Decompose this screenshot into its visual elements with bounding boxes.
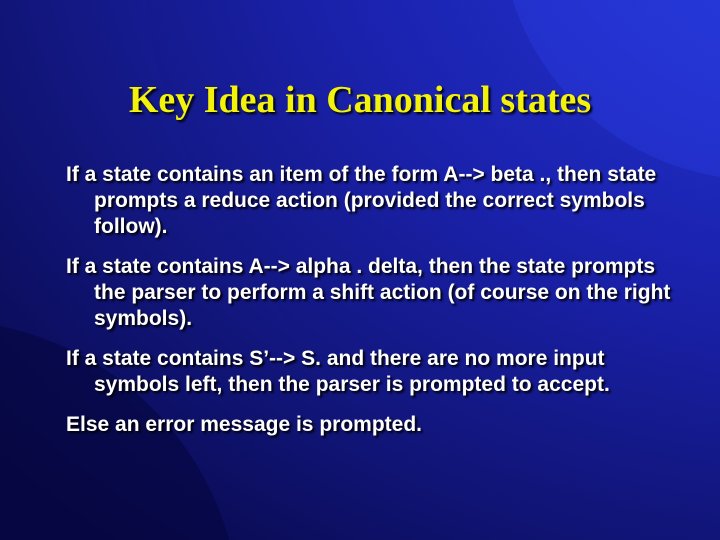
bullet-item-error: Else an error message is prompted. xyxy=(66,413,422,436)
bullet-item-accept: If a state contains S’--> S. and there are no more input symbols left, then the parser is prompted to accept. xyxy=(66,347,610,396)
bullet-item-reduce: If a state contains an item of the form A--> beta ., then state prompts a reduce action (provided the correct symbols follow). xyxy=(66,163,657,238)
bullet-list xyxy=(66,162,676,452)
slide-title: Key Idea in Canonical states xyxy=(128,79,592,121)
bullet-item-shift: If a state contains A--> alpha . delta, then the state prompts the parser to perform a shift action (of course on the right symbols). xyxy=(66,255,671,330)
